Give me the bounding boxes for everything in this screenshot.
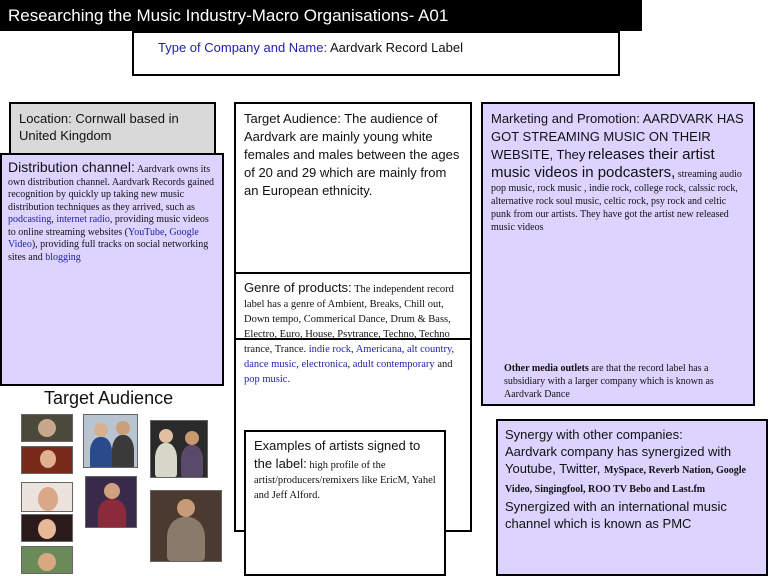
distribution-comma-1: , [51,214,54,225]
synergy-box [496,419,768,576]
audience-photo [85,476,137,528]
link-podcasting[interactable]: podcasting [8,214,52,225]
link-indie-rock[interactable]: indie rock [308,344,352,355]
slide-title: Researching the Music Industry-Macro Organisations- A01 [0,0,642,31]
artists-heading: Examples of artists signed to the label: [254,438,421,471]
distribution-heading: Distribution channel: [8,159,135,175]
link-americana[interactable]: Americana [355,344,402,355]
link-alt-country[interactable]: alt country [407,344,452,355]
artists-text: high profile of the artist/producers/remixers like EricM, Yahel and Jeff Alford. [254,460,436,501]
link-internet-radio[interactable]: internet radio [56,214,110,225]
marketing-small-text: streaming audio pop music, rock music , indie rock, college rock, calssic rock, alternative rock soul music, celtic rock, psy rock and celtic punk from our artists. They have got the artist new released music videos [491,169,742,233]
marketing-big-text: releases their artist music videos in podcasters, [491,146,715,181]
audience-photo [21,514,73,542]
link-adult-contemporary[interactable]: adult contemporary [352,359,435,370]
artists-box [244,430,446,576]
genre-separator: , [401,344,407,355]
link-google-video[interactable]: Google Video [8,226,199,250]
marketing-box [481,102,755,406]
genre-separator: , [351,344,356,355]
genre-and: and [437,359,453,370]
link-youtube[interactable]: YouTube [127,226,165,238]
target-audience-text: Target Audience: The audience of Aardvark are mainly young white females and males between the ages of 20 and 29 which are mainly from an European ethnicity. [244,111,460,198]
marketing-heading: Marketing and Promotion: AARDVARK HAS GOT STREAMING MUSIC ON THEIR WEBSITE, They [491,111,744,162]
location-text: Location: Cornwall based in United Kingdom [19,111,179,143]
distribution-comma-2: , [164,226,167,238]
location-box [9,102,216,155]
company-value: Aardvark Record Label [330,40,463,55]
link-pop-music[interactable]: pop music [244,374,288,385]
audience-photo [150,490,222,562]
audience-photo [83,414,138,468]
distribution-box [0,153,224,386]
genre-heading: Genre of products: [244,280,352,295]
distribution-text-2: , providing music videos to online streaming websites ( [8,214,209,238]
genre-box [234,272,472,385]
audience-photo [21,482,73,512]
distribution-text-3: ), providing full tracks on social networking sites and [8,239,209,263]
audience-photo-collage [0,410,230,576]
audience-photo [21,546,73,574]
other-media-body: are that the record label has a subsidiary with a larger company which is known as Aardvark Dance [504,363,714,400]
link-dance-music[interactable]: dance music [244,359,297,370]
other-media-text [504,362,740,401]
target-audience-box [234,102,472,274]
distribution-text-1: Aardvark owns its own distribution channel. Aardvark Records gained recognition by quickly up taking new music distribution techniques as they arrived, such as [8,164,215,213]
other-media-bold: Other media outlets [504,363,589,374]
genre-separator: , [347,359,353,370]
company-box [132,31,620,76]
target-audience-photos-heading: Target Audience [44,388,174,408]
company-label: Type of Company and Name: [158,40,328,55]
link-electronica[interactable]: electronica [301,359,348,370]
audience-photo [21,414,73,442]
genre-period: . [287,374,291,385]
synergy-bold-list: MySpace, Reverb Nation, Google Video, Singingfool, ROO TV Bebo and Last.fm [505,465,746,495]
genre-separator: , [451,344,455,355]
genre-separator: , [296,359,302,370]
genre-text: The independent record label has a genre of Ambient, Breaks, Chill out, Down tempo, Commerical Dance, Drum & Bass, Electro, Euro, House, Psytrance, Techno, Techno trance, Trance. [244,284,454,355]
synergy-heading: Synergy with other companies: [505,427,683,442]
audience-photo [21,446,73,474]
synergy-line-2: Synergized with an international music channel which is known as PMC [505,499,727,531]
synergy-line-1: Aardvark company has synergized with Youtube, Twitter, [505,444,732,476]
audience-photo [150,420,208,478]
link-blogging[interactable]: blogging [45,251,81,263]
